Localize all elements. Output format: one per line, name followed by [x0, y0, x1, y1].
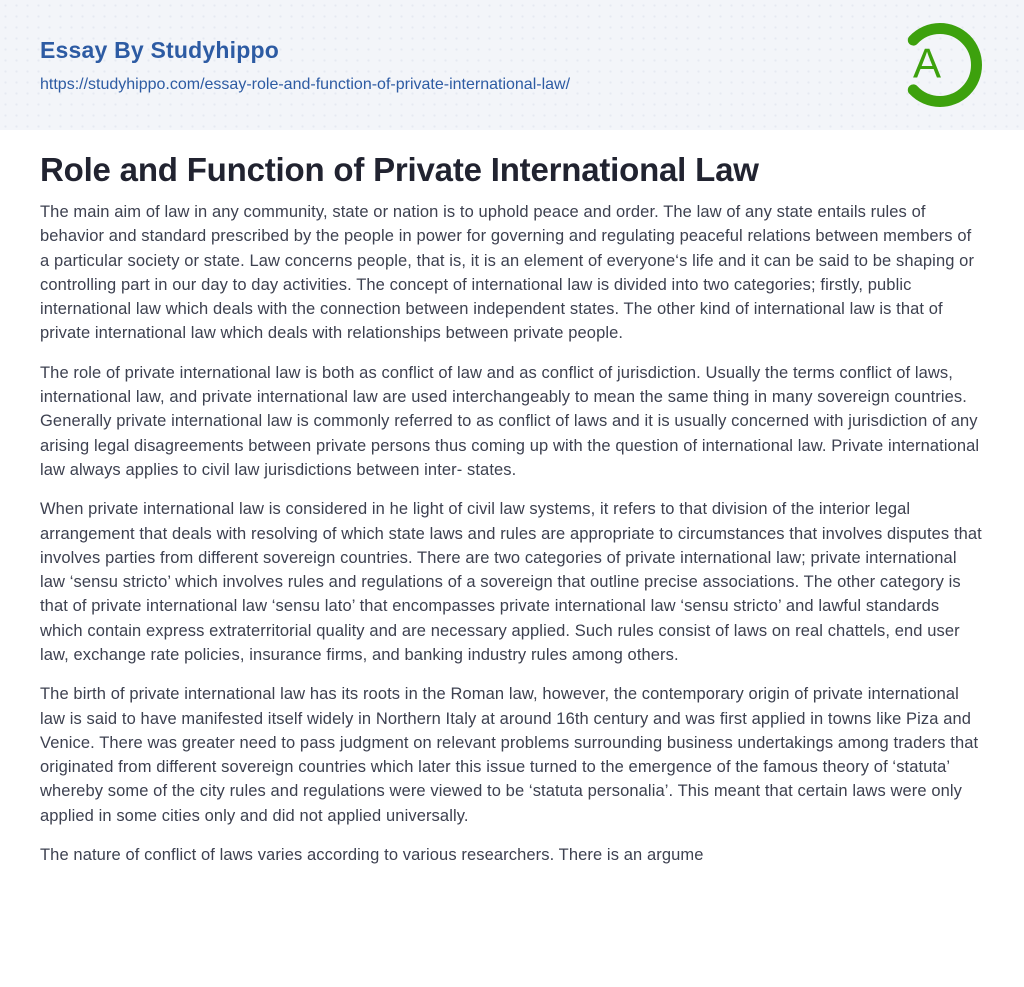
logo-letter: A	[912, 39, 941, 87]
essay-content	[0, 151, 1024, 867]
source-url-link[interactable]: https://studyhippo.com/essay-role-and-function-of-private-international-law/	[40, 75, 571, 93]
studyhippo-logo	[894, 20, 984, 110]
essay-paragraph: The birth of private international law has its roots in the Roman law, however, the contemporary origin of private international law is said to have manifested itself widely in Northern Italy at around 16th century and was first applied in towns like Piza and Venice. There was greater need to pass judgment on relevant problems surrounding business undertakings among traders that originated from different sovereign countries which later this issue turned to the emergence of the famous theory of ‘statuta’ whereby some of the city rules and regulations were viewed to be ‘statuta personalia’. This meant that certain laws were only applied in some cities only and did not applied universally.	[40, 685, 979, 825]
essay-paragraph: When private international law is considered in he light of civil law systems, it refers to that division of the interior legal arrangement that deals with resolving of which state laws and rules are appropriate to circumstances that involves disputes that involves parties from different sovereign countries. There are two categories of private international law; private international law ‘sensu stricto’ which involves rules and regulations of a sovereign that outline precise associations. The other category is that of private international law ‘sensu lato’ that encompasses private international law ‘sensu stricto’ and lawful standards which contain express extraterritorial quality and are necessary applied. Such rules consist of laws on real chattels, end user law, exchange rate policies, insurance firms, and banking industry rules among others.	[40, 500, 982, 664]
header-text-block	[40, 37, 570, 94]
essay-paragraph: The main aim of law in any community, state or nation is to uphold peace and order. The law of any state entails rules of behavior and standard prescribed by the people in power for governing and regulating peaceful relations between members of a particular society or state. Law concerns people, that is, it is an element of everyone‘s life and it can be said to be shaping or controlling part in our day to day activities. The concept of international law is divided into two categories; firstly, public international law which deals with the connection between independent states. The other kind of international law is that of private international law which deals with relationships between private people.	[40, 202, 975, 343]
page-header	[0, 0, 1024, 130]
essay-paragraphs	[40, 200, 984, 867]
essay-paragraph: The role of private international law is both as conflict of law and as conflict of jurisdiction. Usually the terms conflict of laws, international law, and private international law are used interchangeably to mean the same thing in many sovereign countries. Generally private international law is commonly referred to as conflict of laws and it is usually concerned with jurisdiction of any arising legal disagreements between private persons thus coming up with the question of international law. Private international law always applies to civil law jurisdictions between inter- states.	[40, 363, 980, 479]
site-title: Essay By Studyhippo	[40, 36, 279, 63]
essay-paragraph: The nature of conflict of laws varies according to various researchers. There is an argume	[40, 846, 704, 865]
essay-title: Role and Function of Private International Law	[40, 151, 759, 188]
